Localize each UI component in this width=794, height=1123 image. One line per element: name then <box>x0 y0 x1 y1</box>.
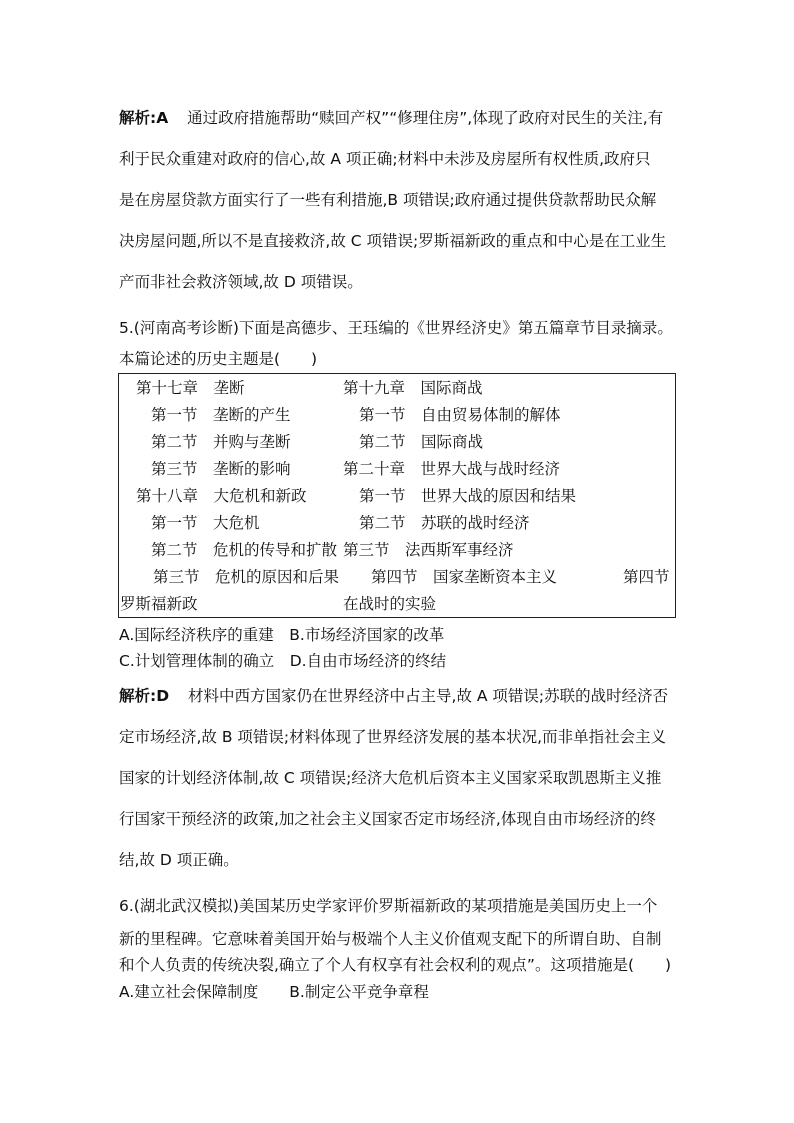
q6-options-line-1: A.建立社会保障制度 B.制定公平竞争章程 <box>119 983 429 1001</box>
table-cell: 第二节 国际商战 <box>359 433 484 451</box>
q4-explanation-label: 解析:A <box>119 109 169 127</box>
table-cell: 第一节 垄断的产生 <box>151 406 291 424</box>
table-cell: 第一节 自由贸易体制的解体 <box>359 406 561 424</box>
table-cell: 在战时的实验 <box>343 595 437 613</box>
q4-explanation-line-1: 解析:A 通过政府措施帮助“赎回产权”“修理住房”,体现了政府对民生的关注,有 <box>119 109 664 127</box>
table-cell: 第二节 并购与垄断 <box>151 433 291 451</box>
table-cell: 第十七章 垄断 <box>136 379 245 397</box>
q5-explanation-line-5: 结,故 D 项正确。 <box>119 851 239 869</box>
table-cell: 第二节 危机的传导和扩散 <box>151 541 338 559</box>
q6-stem-line-2: 新的里程碑。它意味着美国开始与极端个人主义价值观支配下的所谓自助、自制 <box>119 930 662 948</box>
table-cell: 第三节 法西斯军事经济 <box>343 541 514 559</box>
q6-stem-line-1: 6.(湖北武汉模拟)美国某历史学家评价罗斯福新政的某项措施是美国历史上一个 <box>119 897 658 915</box>
q5-explanation-line-1: 解析:D 材料中西方国家仍在世界经济中占主导,故 A 项错误;苏联的战时经济否 <box>119 687 669 705</box>
q5-options-line-1: A.国际经济秩序的重建 B.市场经济国家的改革 <box>119 626 445 644</box>
table-cell: 第四节 <box>623 568 670 586</box>
q5-options-line-2: C.计划管理体制的确立 D.自由市场经济的终结 <box>119 652 447 670</box>
q4-explanation-line-5: 产而非社会救济领域,故 D 项错误。 <box>119 273 363 291</box>
q5-stem-line-1: 5.(河南高考诊断)下面是高德步、王珏编的《世界经济史》第五篇章节目录摘录。 <box>119 319 673 337</box>
table-cell: 第十九章 国际商战 <box>343 379 483 397</box>
table-cell: 第二十章 世界大战与战时经济 <box>343 460 561 478</box>
table-cell: 第三节 危机的原因和后果 <box>153 568 340 586</box>
q4-explanation-line-4: 决房屋问题,所以不是直接救济,故 C 项错误;罗斯福新政的重点和中心是在工业生 <box>119 232 667 250</box>
table-cell: 第二节 苏联的战时经济 <box>359 514 530 532</box>
q5-explanation-line-4: 行国家干预经济的政策,加之社会主义国家否定市场经济,体现自由市场经济的终 <box>119 810 656 828</box>
table-cell: 第四节 国家垄断资本主义 <box>371 568 558 586</box>
q5-stem-line-2: 本篇论述的历史主题是( ) <box>119 350 318 368</box>
q5-contents-table <box>118 373 676 618</box>
q5-explanation-line-2: 定市场经济,故 B 项错误;材料体现了世界经济发展的基本状况,而非单指社会主义 <box>119 728 667 746</box>
q5-explanation-line-3: 国家的计划经济体制,故 C 项错误;经济大危机后资本主义国家采取凯恩斯主义推 <box>119 769 662 787</box>
q5-explanation-label: 解析:D <box>119 687 170 705</box>
table-cell: 第三节 垄断的影响 <box>151 460 291 478</box>
table-cell: 罗斯福新政 <box>120 595 198 613</box>
table-cell: 第一节 大危机 <box>151 514 260 532</box>
q4-explanation-line-3: 是在房屋贷款方面实行了一些有利措施,B 项错误;政府通过提供贷款帮助民众解 <box>119 191 657 209</box>
table-cell: 第一节 世界大战的原因和结果 <box>359 487 577 505</box>
q6-stem-line-3: 和个人负责的传统决裂,确立了个人有权享有社会权利的观点”。这项措施是( ) <box>119 956 672 974</box>
q4-explanation-line-2: 利于民众重建对政府的信心,故 A 项正确;材料中未涉及房屋所有权性质,政府只 <box>119 150 651 168</box>
table-cell: 第十八章 大危机和新政 <box>136 487 307 505</box>
